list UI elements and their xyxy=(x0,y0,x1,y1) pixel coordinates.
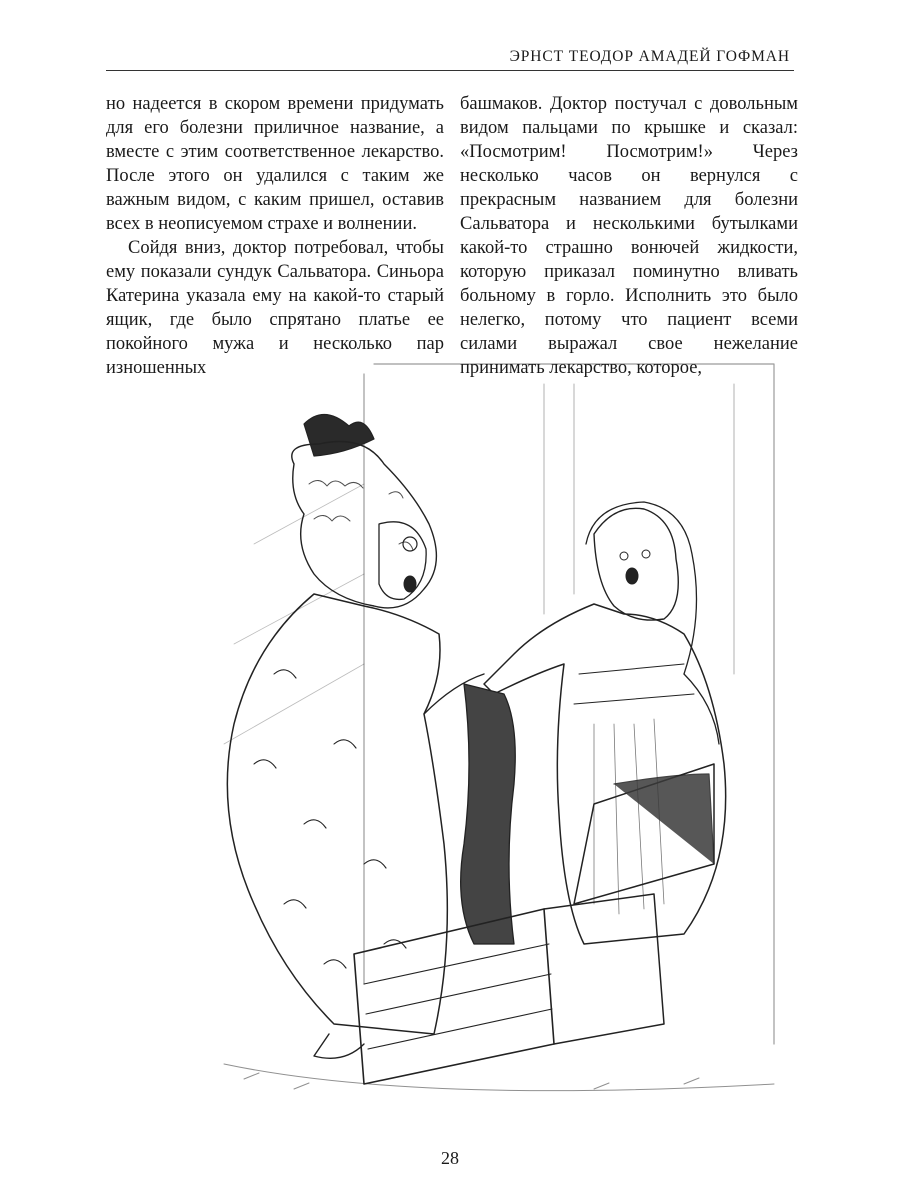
text-column-right xyxy=(460,92,798,380)
author-name: ЭРНСТ ТЕОДОР АМАДЕЙ ГОФМАН xyxy=(509,48,790,65)
illustration xyxy=(214,344,784,1124)
running-header xyxy=(106,44,794,71)
text-column-left xyxy=(106,92,444,380)
page-number: 28 xyxy=(441,1148,459,1168)
paragraph: Сойдя вниз, доктор потребовал, чтобы ему показали сундук Сальватора. Синьора Катерина указала ему на какой-то старый ящик, где было спрятано платье ее покойного мужа и несколько пар изношенных xyxy=(106,238,444,378)
engraving-doctor-and-woman-at-chest-icon xyxy=(214,344,784,1124)
paragraph-continued: но надеется в скором времени придумать для его болезни приличное название, а вместе с этим соответственное лекарство. После этого он удалился с таким же важным видом, с каким пришел, оставив всех в неописуемом страхе и волнении. xyxy=(106,94,444,234)
paragraph-continued: башмаков. Доктор постучал с довольным видом пальцами по крышке и сказал: «Посмотрим! Посмотрим!» Через несколько часов он вернулся с прекрасным названием для болезни Сальватора и несколькими бутылками какой-то страшно вонючей жидкости, которую приказал поминутно вливать больному в горло. Исполнить это было нелегко, потому что пациент всеми силами выражал свое нежелание принимать лекарство, которое, xyxy=(460,94,798,378)
